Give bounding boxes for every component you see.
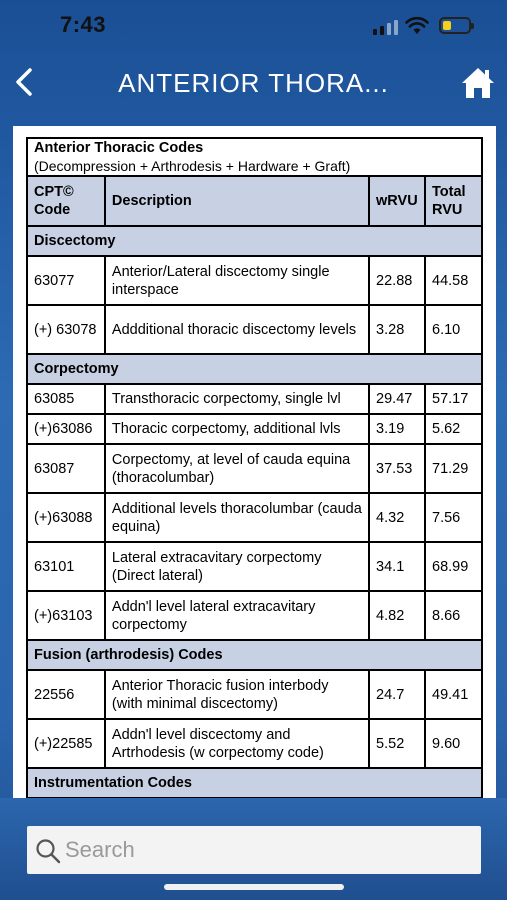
cell-description: Addditional thoracic discectomy levels [105,305,369,354]
section-header: Discectomy [27,226,482,256]
cell-total: 71.29 [425,444,482,493]
cell-description: Anterior Thoracic fusion interbody (with minimal discectomy) [105,670,369,719]
cell-code: 63087 [27,444,105,493]
table-subtitle: (Decompression + Arthrodesis + Hardware + Graft) [34,158,351,174]
content-panel[interactable] [13,126,496,798]
cell-total: 8.66 [425,591,482,640]
navigation-bar [0,52,507,112]
cell-code: 63077 [27,256,105,305]
battery-level [443,21,451,30]
cell-wrvu: 37.53 [369,444,425,493]
cell-description: Addn'l level discectomy and Artrhodesis (w corpectomy code) [105,719,369,768]
cell-code: (+)63103 [27,591,105,640]
cell-wrvu: 3.19 [369,414,425,444]
section-header-row [27,354,482,384]
column-header-total: Total RVU [425,176,482,226]
cell-wrvu: 22.88 [369,256,425,305]
cell-code: (+) 63078 [27,305,105,354]
cell-description: Thoracic corpectomy, additional lvls [105,414,369,444]
cell-code: 22556 [27,670,105,719]
table-row [27,256,482,305]
table-row [27,444,482,493]
table-row [27,670,482,719]
status-time: 7:43 [60,12,107,37]
battery-icon [439,17,471,34]
cell-total: 57.17 [425,384,482,414]
table-row [27,591,482,640]
column-header-wrvu: wRVU [369,176,425,226]
status-bar [0,0,507,52]
table-row [27,305,482,354]
table-row [27,384,482,414]
home-icon[interactable] [460,66,496,100]
cell-total: 49.41 [425,670,482,719]
cell-code: (+)63088 [27,493,105,542]
cell-code: 63101 [27,542,105,591]
search-icon [35,838,61,864]
home-indicator[interactable] [164,884,344,890]
cell-wrvu: 34.1 [369,542,425,591]
search-input[interactable] [65,832,465,868]
page-title: ANTERIOR THORA... [118,68,389,98]
cell-description: Lateral extracavitary corpectomy (Direct lateral) [105,542,369,591]
cell-description: Transthoracic corpectomy, single lvl [105,384,369,414]
cell-code: (+)22585 [27,719,105,768]
cell-code: (+)63086 [27,414,105,444]
section-header-row [27,768,482,798]
cell-wrvu: 24.7 [369,670,425,719]
bottom-bar [0,798,507,900]
cell-wrvu: 4.32 [369,493,425,542]
cell-total: 6.10 [425,305,482,354]
table-title: Anterior Thoracic Codes [34,140,204,156]
cell-wrvu: 5.52 [369,719,425,768]
section-header-row [27,226,482,256]
cell-description: Corpectomy, at level of cauda equina (thoracolumbar) [105,444,369,493]
cell-total: 5.62 [425,414,482,444]
cell-description: Additional levels thoracolumbar (cauda equina) [105,493,369,542]
column-header-row [27,176,482,226]
table-row [27,542,482,591]
cell-total: 9.60 [425,719,482,768]
column-header-description: Description [105,176,369,226]
table-title-row [27,138,482,176]
cell-wrvu: 3.28 [369,305,425,354]
cell-description: Anterior/Lateral discectomy single interspace [105,256,369,305]
section-header: Corpectomy [27,354,482,384]
cell-wrvu: 4.82 [369,591,425,640]
table-row [27,493,482,542]
wifi-icon [405,16,429,35]
table-row [27,719,482,768]
cell-total: 68.99 [425,542,482,591]
section-header: Instrumentation Codes [27,768,482,798]
cell-total: 7.56 [425,493,482,542]
codes-table [26,137,483,798]
section-header: Fusion (arthrodesis) Codes [27,640,482,670]
section-header-row [27,640,482,670]
cell-wrvu: 29.47 [369,384,425,414]
search-bar[interactable] [27,826,481,874]
column-header-code: CPT© Code [27,176,105,226]
cell-code: 63085 [27,384,105,414]
cell-total: 44.58 [425,256,482,305]
cellular-signal-icon [373,20,399,35]
table-row [27,414,482,444]
cell-description: Addn'l level lateral extracavitary corpectomy [105,591,369,640]
